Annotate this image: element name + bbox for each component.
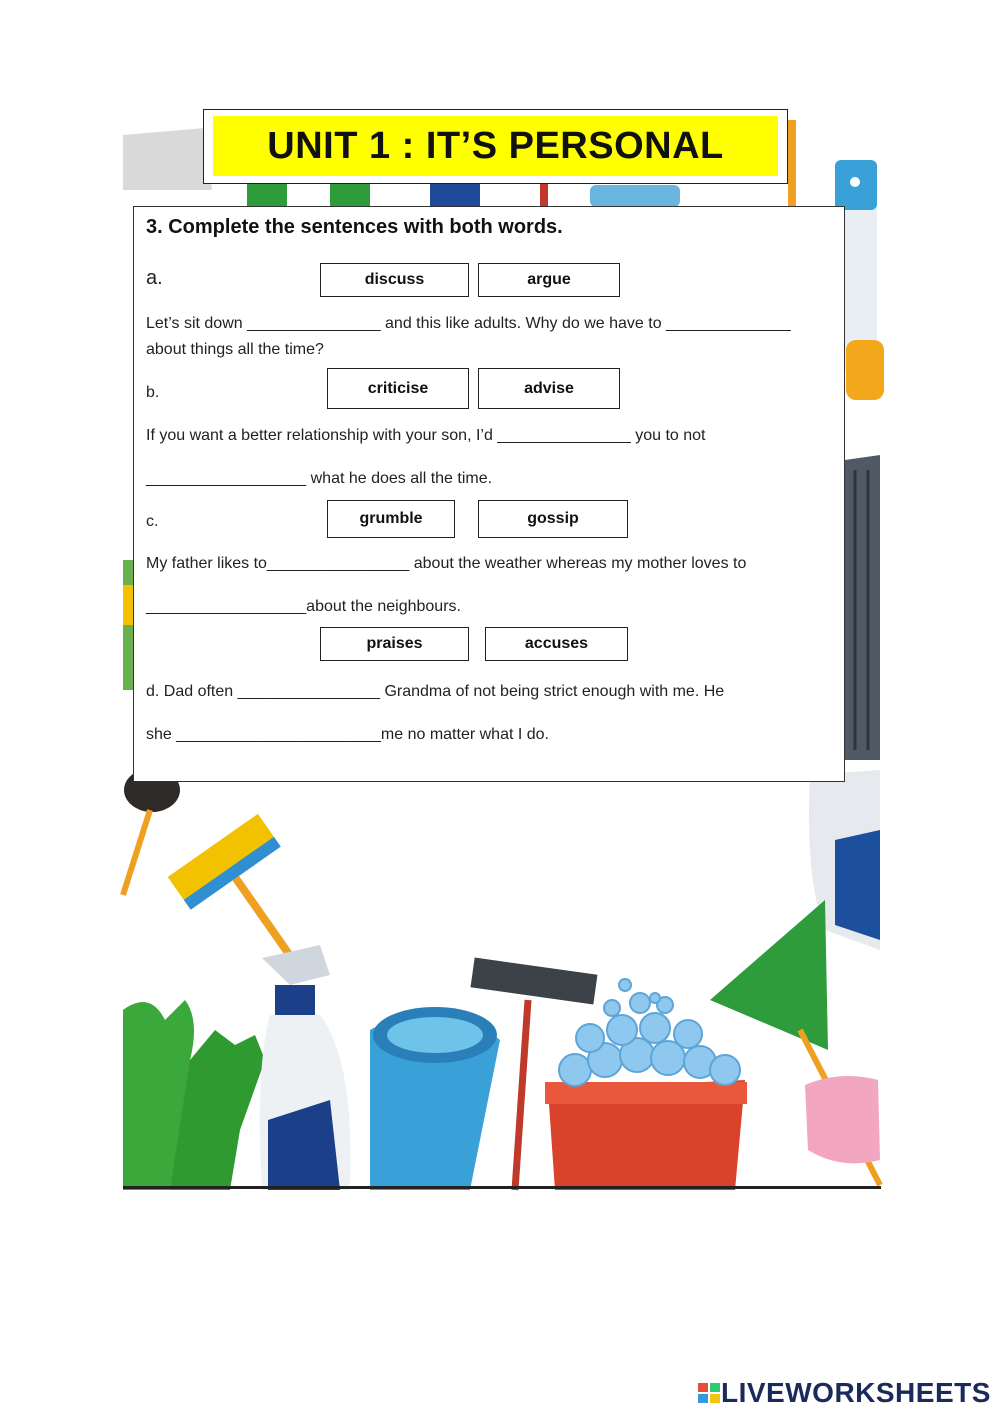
item-a-sentence-line1: Let’s sit down _______________ and this like adults. Why do we have to ______________ (146, 315, 791, 332)
title-frame (203, 109, 788, 184)
word-box-advise[interactable]: advise (478, 368, 620, 409)
item-b-label: b. (146, 384, 160, 401)
item-c-label: c. (146, 513, 159, 530)
item-c-sentence-line1: My father likes to________________ about the weather whereas my mother loves to (146, 555, 747, 572)
word-box-praises[interactable]: praises (320, 627, 469, 661)
sponge (805, 1076, 880, 1163)
logo-icon (697, 1381, 721, 1405)
exercise-heading: 3. Complete the sentences with both words. (146, 216, 563, 238)
word-box-accuses[interactable]: accuses (485, 627, 628, 661)
word-box-grumble[interactable]: grumble (327, 500, 455, 538)
mop-head (123, 128, 212, 190)
exercise-card (133, 206, 845, 782)
item-c-sentence-line2: __________________about the neighbours. (146, 598, 461, 615)
brand-text: LIVEWORKSHEETS (721, 1377, 991, 1408)
liveworksheets-logo (697, 1377, 991, 1409)
word-box-criticise[interactable]: criticise (327, 368, 469, 409)
word-box-argue[interactable]: argue (478, 263, 620, 297)
broom (168, 814, 350, 1008)
item-b-sentence-line1: If you want a better relationship with your son, I’d _______________ you to not (146, 427, 706, 444)
spray-trigger (262, 945, 330, 985)
item-d-sentence-line1: d. Dad often ________________ Grandma of not being strict enough with me. He (146, 683, 725, 700)
page-title: UNIT 1 : IT’S PERSONAL (213, 116, 778, 176)
floor-line (123, 1186, 881, 1189)
trash-can (845, 455, 880, 760)
squeegee (471, 958, 598, 1005)
item-d-sentence-line2: she _______________________me no matter what I do. (146, 726, 549, 743)
word-box-discuss[interactable]: discuss (320, 263, 469, 297)
item-b-sentence-line2: __________________ what he does all the time. (146, 470, 493, 487)
item-a-sentence-line2: about things all the time? (146, 341, 324, 358)
item-a-label: a. (146, 267, 163, 289)
word-box-gossip[interactable]: gossip (478, 500, 628, 538)
dustpan (710, 900, 828, 1050)
